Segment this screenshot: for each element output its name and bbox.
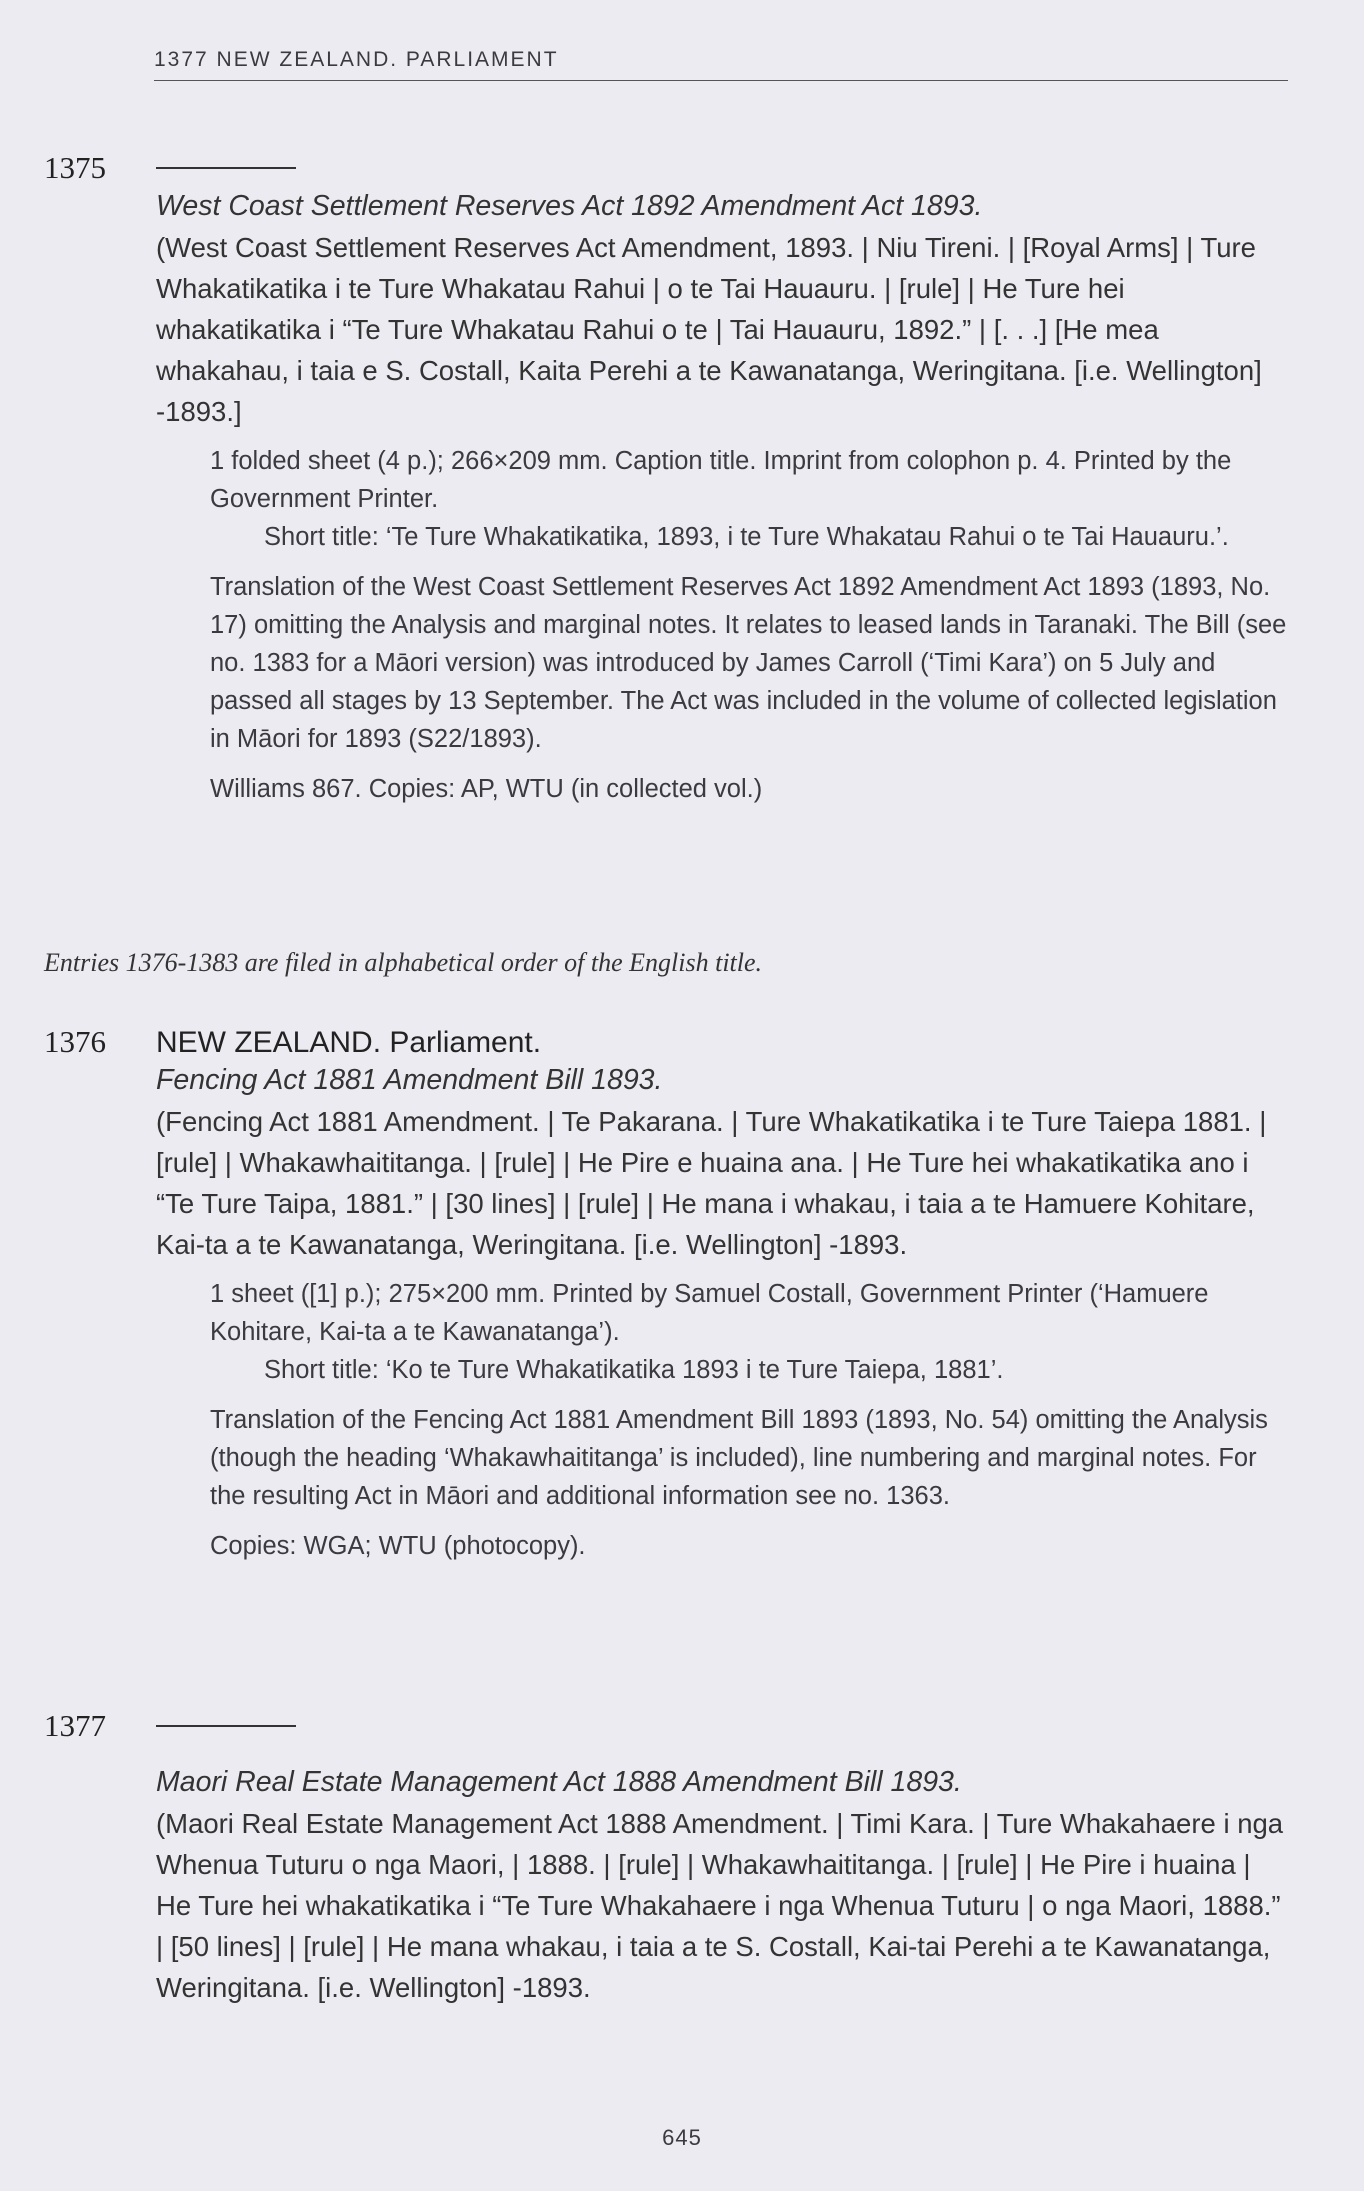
entry-1377 (44, 1708, 1289, 2008)
entry-number: 1377 (44, 1708, 106, 1743)
title-transcription: (Fencing Act 1881 Amendment. | Te Pakarana. | Ture Whakatikatika i te Ture Taiepa 1881. | [rule] | Whakawhaititanga. | [rule] | He Pire e huaina ana. | He Ture hei whakatikatika ano i “Te Ture Taipa, 1881.” | [30 lines] | [rule] | He mana i whakau, i taia a te Hamuere Kohitare, Kai-ta a te Kawanatanga, Weringitana. [i.e. Wellington] -1893. (156, 1106, 1267, 1260)
entry-head (44, 150, 1289, 186)
physical-description: 1 folded sheet (4 p.); 266×209 mm. Caption title. Imprint from colophon p. 4. Printed by the Government Printer. (210, 447, 1232, 513)
entry-body (156, 1762, 1289, 2008)
entry-number: 1376 (44, 1024, 106, 1059)
filing-note: Entries 1376-1383 are filed in alphabetical order of the English title. (44, 948, 763, 977)
entry-head (44, 1708, 1289, 1744)
ditto-rule (156, 167, 296, 169)
entry-title: West Coast Settlement Reserves Act 1892 Amendment Act 1893. (156, 190, 983, 222)
title-transcription: (Maori Real Estate Management Act 1888 Amendment. | Timi Kara. | Ture Whakahaere i nga Whenua Tuturu o nga Maori, | 1888. | [rule] | Whakawhaititanga. | [rule] | He Pire i huaina | He Ture hei whakatikatika i “Te Ture Whakahaere i nga Whenua Tuturu | o nga Maori, 1888.” | [50 lines] | [rule] | He mana whakau, i taia a te S. Costall, Kai-tai Perehi a te Kawanatanga, Weringitana. [i.e. Wellington] -1893. (156, 1808, 1284, 2003)
copies-note: Copies: WGA; WTU (photocopy). (210, 1532, 586, 1560)
entry-body (156, 186, 1289, 808)
title-transcription: (West Coast Settlement Reserves Act Amendment, 1893. | Niu Tireni. | [Royal Arms] | Ture Whakatikatika i te Ture Whakatau Rahui | o te Tai Hauauru. | [rule] | He Ture hei whakatikatika i “Te Ture Whakatau Rahui o te | Tai Hauauru, 1892.” | [. . .] [He mea whakahau, i taia e S. Costall, Kaita Perehi a te Kawanatanga, Weringitana. [i.e. Wellington] -1893.] (156, 232, 1262, 427)
entry-body (156, 1060, 1289, 1565)
entry-heading: NEW ZEALAND. Parliament. (156, 1026, 542, 1059)
entry-title: Maori Real Estate Management Act 1888 Amendment Bill 1893. (156, 1766, 962, 1798)
entry-title: Fencing Act 1881 Amendment Bill 1893. (156, 1064, 663, 1096)
short-title: Short title: ‘Ko te Ture Whakatikatika 1893 i te Ture Taiepa, 1881’. (264, 1356, 1004, 1384)
entry-number: 1375 (44, 150, 106, 185)
entry-1375 (44, 150, 1289, 808)
entry-notes (210, 1275, 1289, 1565)
entry-notes (210, 442, 1289, 808)
physical-description: 1 sheet ([1] p.); 275×200 mm. Printed by Samuel Costall, Government Printer (‘Hamuere Kohitare, Kai-ta a te Kawanatanga’). (210, 1280, 1209, 1346)
general-note: Translation of the Fencing Act 1881 Amendment Bill 1893 (1893, No. 54) omitting the Analysis (though the heading ‘Whakawhaititanga’ is included), line numbering and marginal notes. For the resulting Act in Māori and additional information see no. 1363. (210, 1406, 1268, 1510)
short-title: Short title: ‘Te Ture Whakatikatika, 1893, i te Ture Whakatau Rahui o te Tai Hauauru.’. (264, 523, 1229, 551)
copies-note: Williams 867. Copies: AP, WTU (in collected vol.) (210, 775, 763, 803)
general-note: Translation of the West Coast Settlement Reserves Act 1892 Amendment Act 1893 (1893, No. 17) omitting the Analysis and marginal notes. It relates to leased lands in Taranaki. The Bill (see no. 1383 for a Māori version) was introduced by James Carroll (‘Timi Kara’) on 5 July and passed all stages by 13 September. The Act was included in the volume of collected legislation in Māori for 1893 (S22/1893). (210, 573, 1287, 753)
entry-head (44, 1024, 1289, 1060)
ditto-rule (156, 1725, 296, 1727)
page-number: 645 (662, 2125, 702, 2150)
running-head: 1377 NEW ZEALAND. PARLIAMENT (154, 48, 1288, 81)
entry-1376 (44, 1024, 1289, 1565)
